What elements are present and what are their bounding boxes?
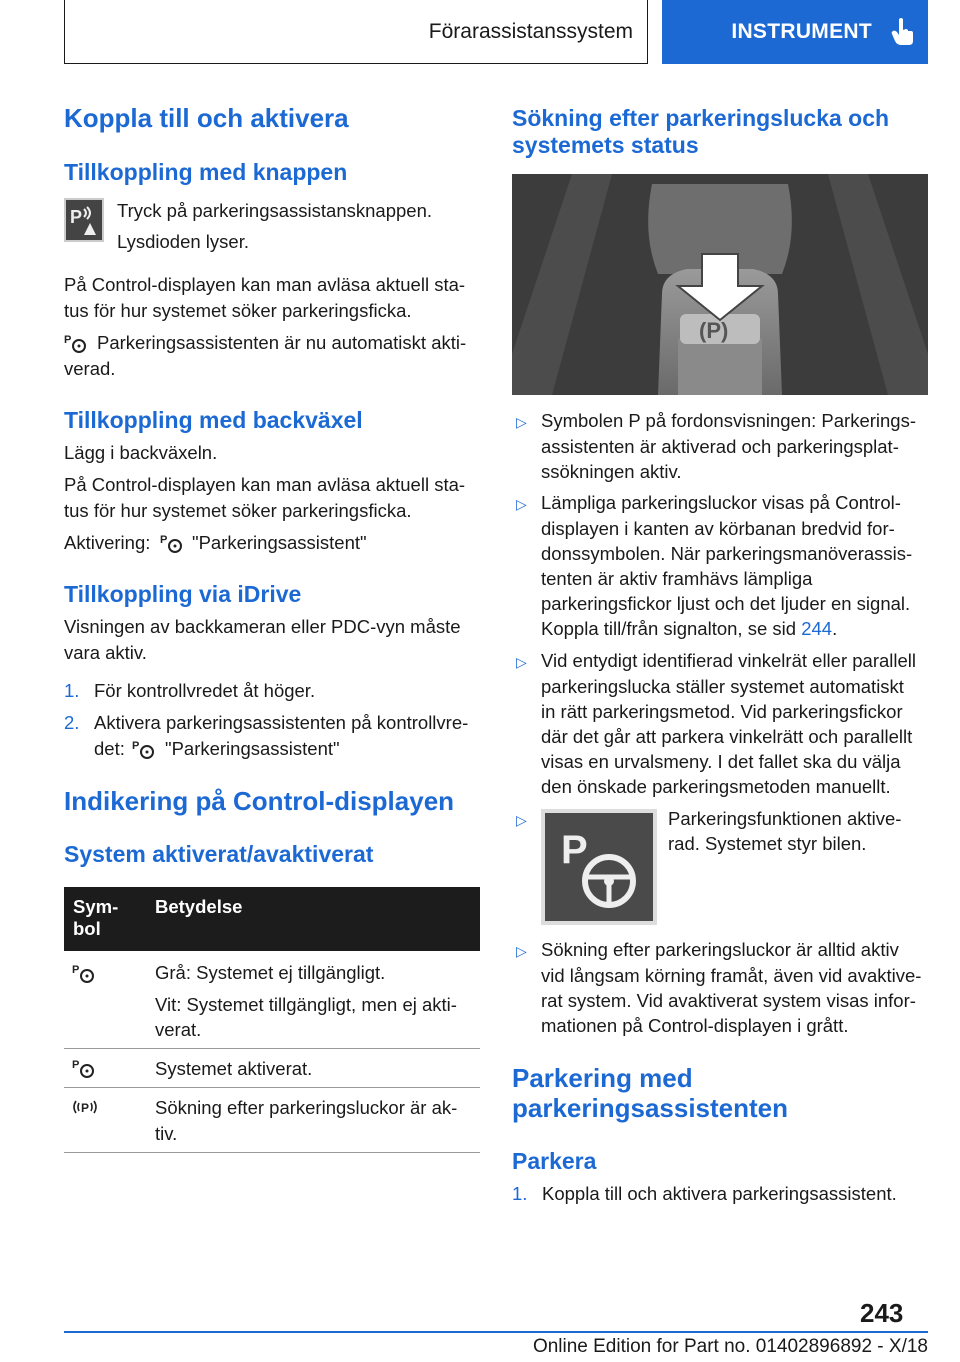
bullet-2-l3: donssymbolen. När parkeringsmanöverassis- xyxy=(541,543,913,564)
bullet-3-l4: där det går att parkera vinkelrätt och parallellt xyxy=(541,726,913,747)
step-1-text: För kontrollvredet åt höger. xyxy=(94,680,316,701)
heading-search-l2: systemets status xyxy=(512,132,699,158)
svg-text:P: P xyxy=(72,964,80,976)
table-divider xyxy=(64,1152,480,1153)
bullet-1-l1: Symbolen P på fordonsvisningen: Parkerings- xyxy=(541,410,917,431)
para1-l1: På Control-displayen kan man avläsa aktuell sta- xyxy=(64,274,466,295)
table-col-symbol-l1: Sym- xyxy=(73,896,119,917)
bullet-2-l1: Lämpliga parkeringsluckor visas på Control- xyxy=(541,492,901,513)
table-divider xyxy=(64,1048,480,1049)
svg-text:P: P xyxy=(160,534,168,546)
heading-parking-l1: Parkering med xyxy=(512,1063,693,1093)
step-2-l2a: det: xyxy=(94,738,125,759)
bullet-3-l6: den önskade parkeringsmetoden manuellt. xyxy=(541,776,891,797)
bullet-1-l3: ssökningen aktiv. xyxy=(541,461,682,482)
table-col-symbol-l2: bol xyxy=(73,918,101,939)
parking-button-icon xyxy=(64,198,104,242)
table-row-1-l3: verat. xyxy=(155,1019,202,1040)
bullet-triangle-icon: ▷ xyxy=(516,943,527,959)
footer-edition: Online Edition for Part no. 01402896892 - X/18 xyxy=(532,1336,928,1357)
bullet-triangle-icon: ▷ xyxy=(516,812,527,828)
bullet-2-l6a: Koppla till/från signalton, se sid xyxy=(541,618,797,639)
park-step-1-number: 1. xyxy=(512,1183,528,1204)
park-step-1-text: Koppla till och aktivera parkeringsassistent. xyxy=(542,1183,897,1204)
heading-reverse: Tillkoppling med backväxel xyxy=(64,407,363,433)
button-step-2: Lysdioden lyser. xyxy=(117,231,249,252)
bullet-4-l1: Parkeringsfunktionen aktive- xyxy=(668,808,902,829)
activation-value: "Parkeringsassistent" xyxy=(192,532,367,553)
bullet-5-l1: Sökning efter parkeringsluckor är alltid aktiv xyxy=(541,939,899,960)
bullet-3-l1: Vid entydigt identifierad vinkelrät eller parallell xyxy=(541,650,917,671)
reverse-l3: tus för hur systemet söker parkeringsficka. xyxy=(64,500,412,521)
heading-connect: Koppla till och aktivera xyxy=(64,103,349,133)
svg-text:P: P xyxy=(70,207,83,227)
table-row-1-l2: Vit: Systemet tillgängligt, men ej akti- xyxy=(155,994,457,1015)
hand-pointer-icon xyxy=(890,17,916,47)
svg-text:P: P xyxy=(561,828,588,872)
parking-steering-icon xyxy=(541,809,657,925)
parking-assist-icon xyxy=(72,962,96,984)
bullet-2-l6c: . xyxy=(832,618,838,639)
activation-label: Aktivering: xyxy=(64,532,151,553)
footer-rule xyxy=(64,1331,928,1333)
page-number: 243 xyxy=(860,1298,904,1328)
bullet-3-l3: in rätt parkeringsmetod. Vid parkeringsfickor xyxy=(541,701,903,722)
bullet-2-l6 xyxy=(541,616,931,642)
header-chapter-tab[interactable] xyxy=(662,0,928,64)
para2-l2: verad. xyxy=(64,358,116,379)
vehicle-display-image xyxy=(512,174,928,395)
bullet-5-l4: mationen på Control-displayen i grått. xyxy=(541,1015,849,1036)
bullet-triangle-icon: ▷ xyxy=(516,496,527,512)
step-2-l2b: "Parkeringsassistent" xyxy=(165,738,340,759)
heading-parking-l2: parkeringsassistenten xyxy=(512,1093,789,1123)
idrive-l1: Visningen av backkameran eller PDC-vyn måste xyxy=(64,616,461,637)
table-col-meaning: Betydelse xyxy=(155,896,243,917)
step-2-text: Aktivera parkeringsassistenten på kontrollvre- xyxy=(94,712,469,733)
bullet-2-l2: displayen i kanten av körbanan bredvid for- xyxy=(541,518,895,539)
bullet-2-l4: tenten är aktiv framhävs lämpliga xyxy=(541,568,813,589)
heading-idrive: Tillkoppling via iDrive xyxy=(64,581,302,607)
table-header xyxy=(64,887,480,951)
table-divider xyxy=(64,1087,480,1088)
parking-search-icon xyxy=(70,1096,100,1118)
idrive-l2: vara aktiv. xyxy=(64,642,147,663)
parking-assist-icon xyxy=(160,532,184,554)
table-row-2: Systemet aktiverat. xyxy=(155,1058,313,1079)
bullet-2-l5: parkeringsfickor ljust och det ljuder en signal. xyxy=(541,593,911,614)
park-step-1 xyxy=(512,1181,928,1207)
parking-assist-icon xyxy=(64,332,88,354)
step-1 xyxy=(64,678,480,704)
heading-system-status: System aktiverat/avaktiverat xyxy=(64,841,374,867)
svg-text:(P): (P) xyxy=(699,318,729,343)
heading-button: Tillkoppling med knappen xyxy=(64,159,348,185)
bullet-5-l3: rat system. Vid avaktiverat system visas infor- xyxy=(541,990,916,1011)
svg-text:P: P xyxy=(64,334,72,346)
table-row-3-l1: Sökning efter parkeringsluckor är ak- xyxy=(155,1097,458,1118)
bullet-triangle-icon: ▷ xyxy=(516,654,527,670)
bullet-triangle-icon: ▷ xyxy=(516,414,527,430)
reverse-l1: Lägg i backväxeln. xyxy=(64,442,218,463)
parking-assist-active-icon xyxy=(72,1057,96,1079)
bullet-3-l2: parkeringslucka ställer systemet automatiskt xyxy=(541,676,904,697)
bullet-4-l2: rad. Systemet styr bilen. xyxy=(668,833,867,854)
svg-text:P: P xyxy=(132,740,140,752)
page-link-244[interactable]: 244 xyxy=(801,618,833,639)
heading-indication: Indikering på Control-displayen xyxy=(64,786,455,816)
button-step-1: Tryck på parkeringsassistansknappen. xyxy=(117,200,432,221)
header-section: Förarassistanssystem xyxy=(428,19,633,43)
heading-search-l1: Sökning efter parkeringslucka och xyxy=(512,105,890,131)
svg-text:P: P xyxy=(72,1059,80,1071)
para1-l2: tus för hur systemet söker parkeringsficka. xyxy=(64,300,412,321)
step-1-number: 1. xyxy=(64,680,80,701)
table-row-1-l1: Grå: Systemet ej tillgängligt. xyxy=(155,962,386,983)
bullet-3-l5: visas en urvalsmeny. I det fallet ska du välja xyxy=(541,751,901,772)
header-section-box xyxy=(64,0,648,64)
table-row-3-l2: tiv. xyxy=(155,1123,178,1144)
parking-assist-icon xyxy=(132,738,156,760)
step-2 xyxy=(64,710,484,736)
para2-l1: Parkeringsassistenten är nu automatiskt akti- xyxy=(97,332,467,353)
header-chapter: INSTRUMENT xyxy=(731,20,872,43)
svg-text:P: P xyxy=(81,1101,90,1115)
step-2-number: 2. xyxy=(64,712,80,733)
heading-parkera: Parkera xyxy=(512,1148,597,1174)
bullet-5-l2: vid långsam körning framåt, även vid avaktive- xyxy=(541,965,922,986)
reverse-l2: På Control-displayen kan man avläsa aktuell sta- xyxy=(64,474,466,495)
bullet-1-l2: assistenten är aktiverad och parkeringsplat- xyxy=(541,436,899,457)
